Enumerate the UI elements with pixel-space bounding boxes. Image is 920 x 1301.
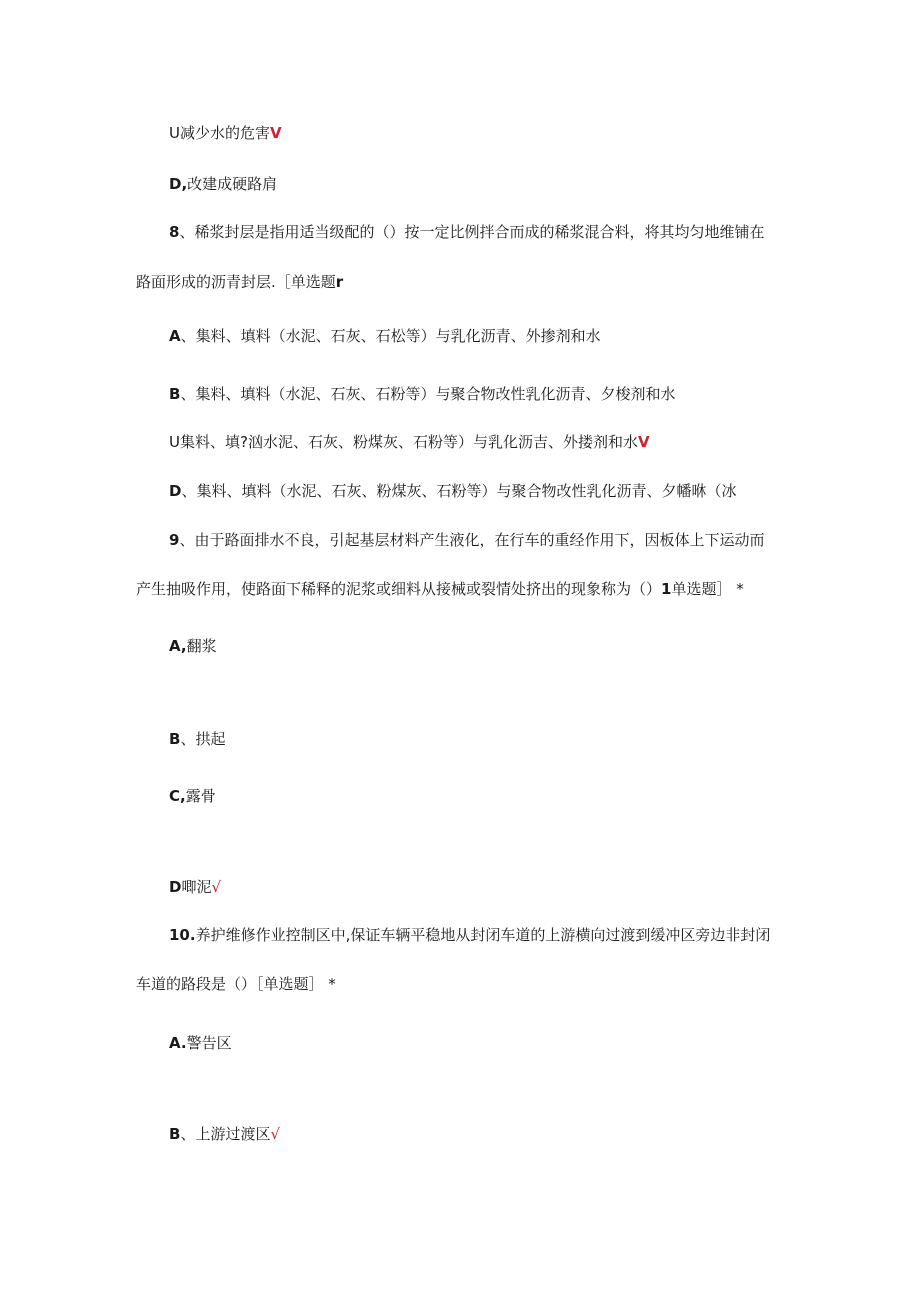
q7-option-c[interactable] bbox=[169, 123, 282, 143]
q8-option-d[interactable] bbox=[169, 481, 736, 501]
q10-option-b[interactable] bbox=[169, 1124, 280, 1144]
option-text: 减少水的危害 bbox=[179, 124, 270, 142]
q9-stem-line-1 bbox=[169, 530, 764, 550]
correct-mark: √ bbox=[270, 1125, 281, 1143]
option-letter: D, bbox=[169, 175, 188, 193]
q8-option-a[interactable] bbox=[169, 326, 601, 346]
option-text: 、集料、填料（水泥、石灰、石松等）与乳化沥青、外掺剂和水 bbox=[180, 327, 601, 345]
q9-option-b[interactable] bbox=[169, 729, 225, 749]
q8-stem-line-2 bbox=[136, 272, 343, 292]
q9-option-c[interactable] bbox=[169, 786, 216, 806]
option-text: 警告区 bbox=[186, 1034, 232, 1052]
option-letter: A. bbox=[169, 1034, 187, 1052]
question-text: 、由于路面排水不良，引起基层材料产生液化，在行车的重经作用下，因板体上下运动而 bbox=[179, 531, 765, 549]
q9-option-d[interactable] bbox=[169, 877, 221, 897]
q9-option-a[interactable] bbox=[169, 636, 217, 656]
option-letter: B bbox=[169, 730, 181, 748]
q8-stem-line-1 bbox=[169, 222, 764, 242]
q9-stem-line-2 bbox=[136, 579, 744, 599]
q10-stem-line-1 bbox=[169, 925, 770, 945]
question-number-glyph: 1 bbox=[661, 580, 672, 598]
question-text: 车道的路段是（）［单选题］ * bbox=[136, 975, 336, 993]
option-text: 露骨 bbox=[185, 787, 216, 805]
option-text: 、集料、填料（水泥、石灰、石粉等）与聚合物改性乳化沥青、夕梭剂和水 bbox=[180, 385, 676, 403]
option-letter: A bbox=[169, 327, 181, 345]
option-text: 唧泥 bbox=[181, 878, 212, 896]
question-number: 9 bbox=[169, 531, 180, 549]
option-letter: A, bbox=[169, 637, 187, 655]
option-text: 、集料、填料（水泥、石灰、粉煤灰、石粉等）与聚合物改性乳化沥青、夕幡咻（冰 bbox=[181, 482, 737, 500]
option-text: 、拱起 bbox=[180, 730, 226, 748]
q8-option-c[interactable] bbox=[169, 432, 650, 452]
option-letter: D bbox=[169, 482, 182, 500]
option-text: 改建成硬路肩 bbox=[187, 175, 278, 193]
question-text: 路面形成的沥青封层.［单选题 bbox=[136, 273, 336, 291]
option-letter: C, bbox=[169, 787, 186, 805]
question-number: 8 bbox=[169, 223, 180, 241]
question-text: 养护维修作业控制区中,保证车辆平稳地从封闭车道的上游横向过渡到缓冲区旁边非封闭 bbox=[195, 926, 771, 944]
option-letter: D bbox=[169, 878, 182, 896]
option-text: 集料、填?汹水泥、石灰、粉煤灰、石粉等）与乳化沥吉、外搂剂和水 bbox=[179, 433, 638, 451]
option-text: 翻浆 bbox=[186, 637, 217, 655]
question-tail: r bbox=[335, 273, 344, 291]
correct-mark: V bbox=[637, 433, 650, 451]
question-type: 单选题］ * bbox=[671, 580, 744, 598]
option-letter: B bbox=[169, 1125, 181, 1143]
q7-option-d[interactable] bbox=[169, 174, 277, 194]
question-text: 、稀浆封层是指用适当级配的（）按一定比例拌合而成的稀浆混合料，将其均匀地维铺在 bbox=[179, 223, 765, 241]
option-text: 、上游过渡区 bbox=[180, 1125, 271, 1143]
question-number: 10. bbox=[169, 926, 196, 944]
option-letter: U bbox=[169, 433, 180, 451]
q8-option-b[interactable] bbox=[169, 384, 675, 404]
q10-option-a[interactable] bbox=[169, 1033, 232, 1053]
correct-mark: √ bbox=[211, 878, 222, 896]
option-letter: U bbox=[169, 124, 180, 142]
question-text: 产生抽吸作用，使路面下稀释的泥浆或细料从接械或裂情处挤出的现象称为（） bbox=[136, 580, 662, 598]
correct-mark: V bbox=[270, 124, 282, 142]
q10-stem-line-2 bbox=[136, 974, 336, 994]
option-letter: B bbox=[169, 385, 181, 403]
